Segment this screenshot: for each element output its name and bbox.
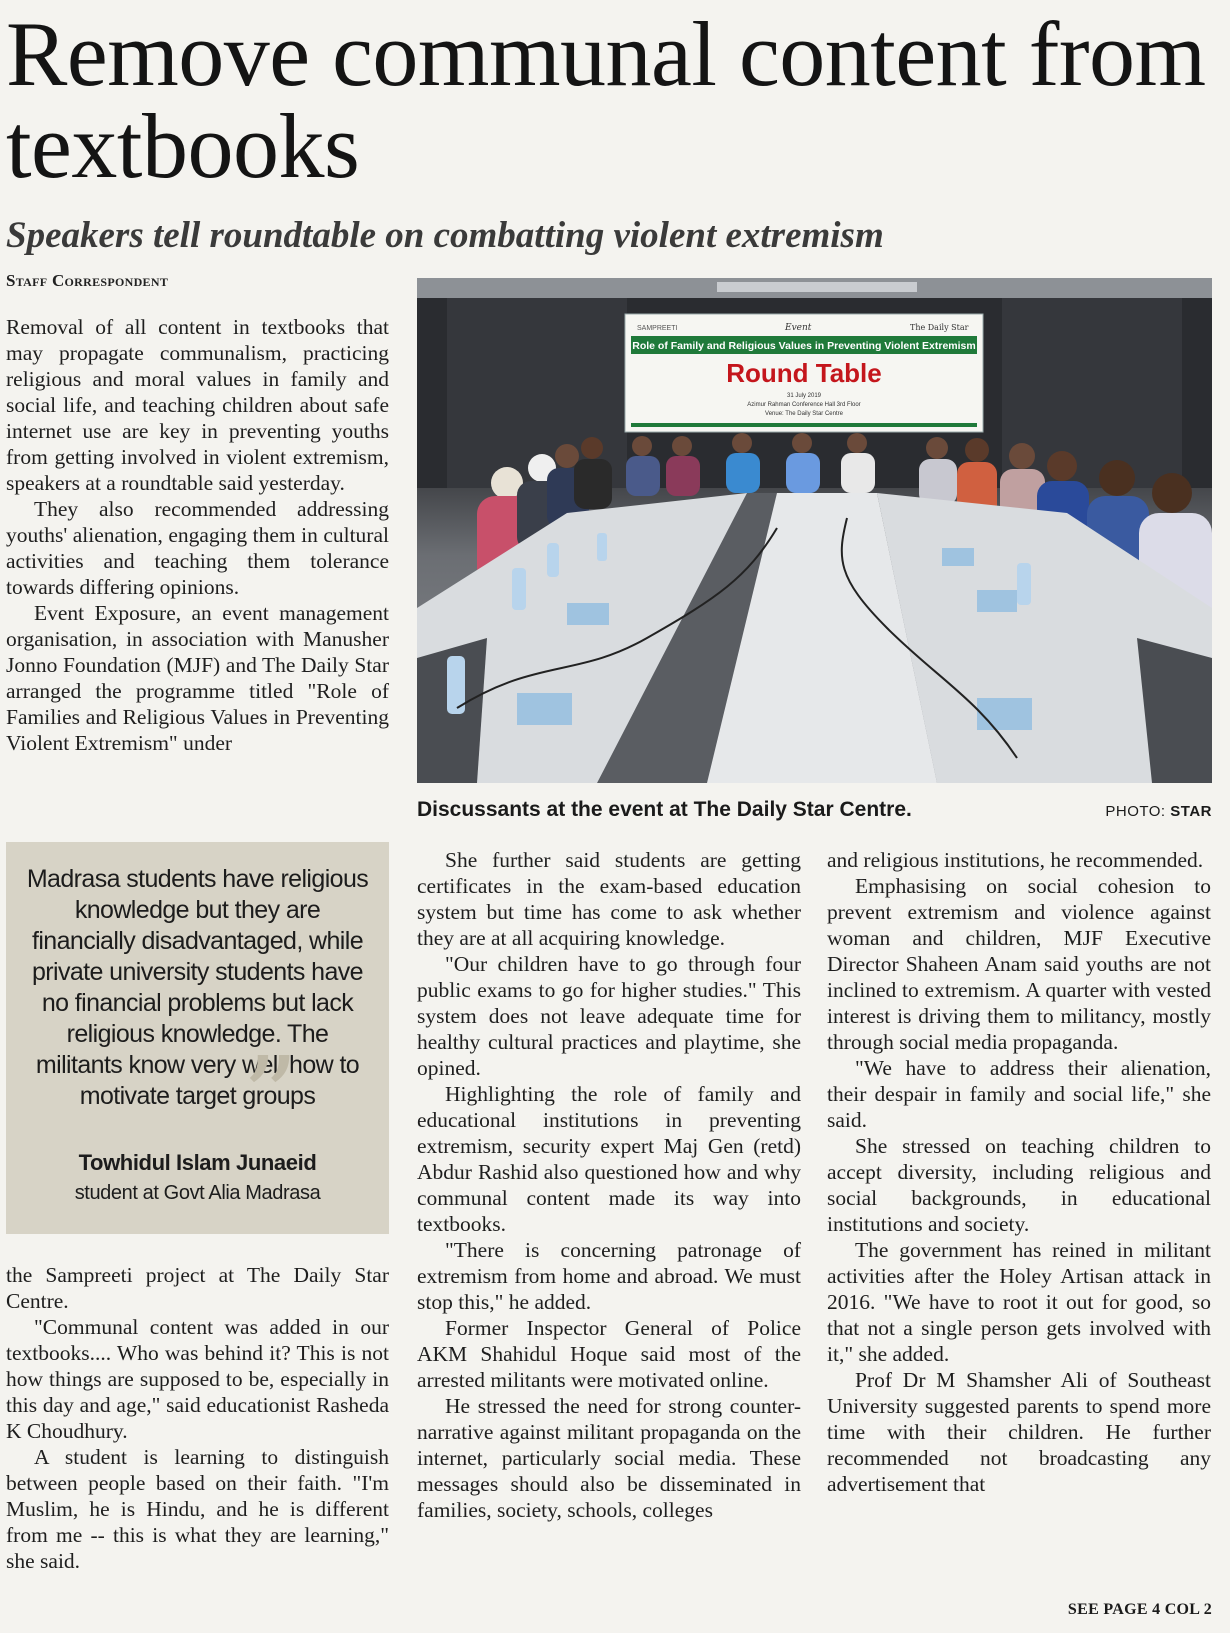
event-photo-illustration xyxy=(417,278,1212,783)
paragraph: He stressed the need for strong counter-narrative against militant propaganda on the internet, particularly social media. These messages should also be disseminated in families, society, schools, colleges xyxy=(417,1394,801,1522)
pull-quote-box xyxy=(6,842,389,1234)
paragraph: She stressed on teaching children to accept diversity, including religious and social backgrounds, in educational institutions and society. xyxy=(827,1134,1211,1236)
paragraph: Emphasising on social cohesion to prevent extremism and violence against woman and children, MJF Executive Director Shaheen Anam said youths are not inclined to extremism. A quarter with vested interest is driving them to militancy, mostly through social media propaganda. xyxy=(827,874,1211,1054)
continued-jump-line: SEE PAGE 4 COL 2 xyxy=(1067,1601,1212,1618)
paragraph: The government has reined in militant activities after the Holey Artisan attack in 2016. "We have to root it out for good, so that not a single person gets involved with it," she added. xyxy=(827,1238,1211,1366)
banner-main: Round Table xyxy=(726,358,882,388)
photo-credit-source: STAR xyxy=(1170,803,1212,820)
paragraph: Event Exposure, an event management organisation, in association with Manusher Jonno Foundation (MJF) and The Daily Star arranged the programme titled "Role of Families and Religious Values in Preventing Violent Extremism" under xyxy=(6,601,389,755)
paragraph: "There is concerning patronage of extremism from home and abroad. We must stop this," he added. xyxy=(417,1238,801,1314)
column-1-top xyxy=(6,314,389,756)
paragraph: A student is learning to distinguish between people based on their faith. "I'm Muslim, he is Hindu, and he is different from me -- this is what they are learning," she said. xyxy=(6,1445,389,1573)
paragraph: "We have to address their alienation, their despair in family and social life," she said. xyxy=(827,1056,1211,1132)
banner-venue-1: Azimur Rahman Conference Hall 3rd Floor xyxy=(747,402,861,408)
column-1-bottom xyxy=(6,1262,389,1574)
photo-credit-label: PHOTO: xyxy=(1105,803,1166,820)
column-3 xyxy=(827,847,1211,1497)
paragraph: "Communal content was added in our textbooks.... Who was behind it? This is not how things are supposed to be, especially in this day and age," said educationist Rasheda K Choudhury. xyxy=(6,1315,389,1443)
paragraph: Prof Dr M Shamsher Ali of Southeast University suggested parents to spend more time with their children. He further recommended not broadcasting any advertisement that xyxy=(827,1368,1211,1496)
closing-quote-icon: ” xyxy=(242,1033,299,1161)
paragraph: Removal of all content in textbooks that may propagate communalism, practicing religious and moral values in family and social life, and teaching children about safe internet use are key in preventing youths from getting involved in violent extremism, speakers at a roundtable said yesterday. xyxy=(6,315,389,495)
pull-quote-text: Madrasa students have religious knowledge but they are financially disadvantaged, while private university students have no financial problems but lack religious knowledge. The militants know very well how to motivate target groups xyxy=(26,865,369,1110)
ceiling-light xyxy=(717,282,917,292)
pull-quote-name: Towhidul Islam Junaeid xyxy=(78,1150,317,1175)
event-photo xyxy=(417,278,1212,783)
photo-credit xyxy=(1060,803,1212,820)
banner-logo-center: Event xyxy=(785,323,812,333)
byline: Staff Correspondent xyxy=(6,271,169,290)
banner-logo-left: SAMPREETI xyxy=(637,325,678,332)
column-2 xyxy=(417,847,801,1523)
paragraph: and religious institutions, he recommended. xyxy=(827,848,1204,872)
headline: Remove communal content from textbooks xyxy=(6,3,1206,197)
paragraph: the Sampreeti project at The Daily Star Centre. xyxy=(6,1263,389,1313)
paragraph: They also recommended addressing youths' alienation, engaging them in cultural activities and teaching them tolerance towards differing opinions. xyxy=(6,497,389,599)
subheadline: Speakers tell roundtable on combatting violent extremism xyxy=(6,215,884,256)
pull-quote-title: student at Govt Alia Madrasa xyxy=(74,1182,321,1204)
paragraph: Highlighting the role of family and educational institutions in preventing extremism, security expert Maj Gen (retd) Abdur Rashid also questioned how and why communal content made its way into textbooks. xyxy=(417,1082,801,1236)
paragraph: "Our children have to go through four public exams to go for higher studies." This system does not leave adequate time for healthy cultural practices and playtime, she opined. xyxy=(417,952,801,1080)
paragraph: Former Inspector General of Police AKM Shahidul Hoque said most of the arrested militants were motivated online. xyxy=(417,1316,801,1392)
photo-caption: Discussants at the event at The Daily Star Centre. xyxy=(417,798,912,821)
banner-logo-right: The Daily Star xyxy=(910,323,969,332)
banner-date: 31 July 2019 xyxy=(786,393,822,399)
banner-title: Role of Family and Religious Values in Preventing Violent Extremism xyxy=(632,340,976,352)
banner-venue-2: Venue: The Daily Star Centre xyxy=(765,411,843,417)
banner-bottom-strip xyxy=(631,423,977,427)
paragraph: She further said students are getting certificates in the exam-based education system but time has come to ask whether they are at all acquiring knowledge. xyxy=(417,848,801,950)
